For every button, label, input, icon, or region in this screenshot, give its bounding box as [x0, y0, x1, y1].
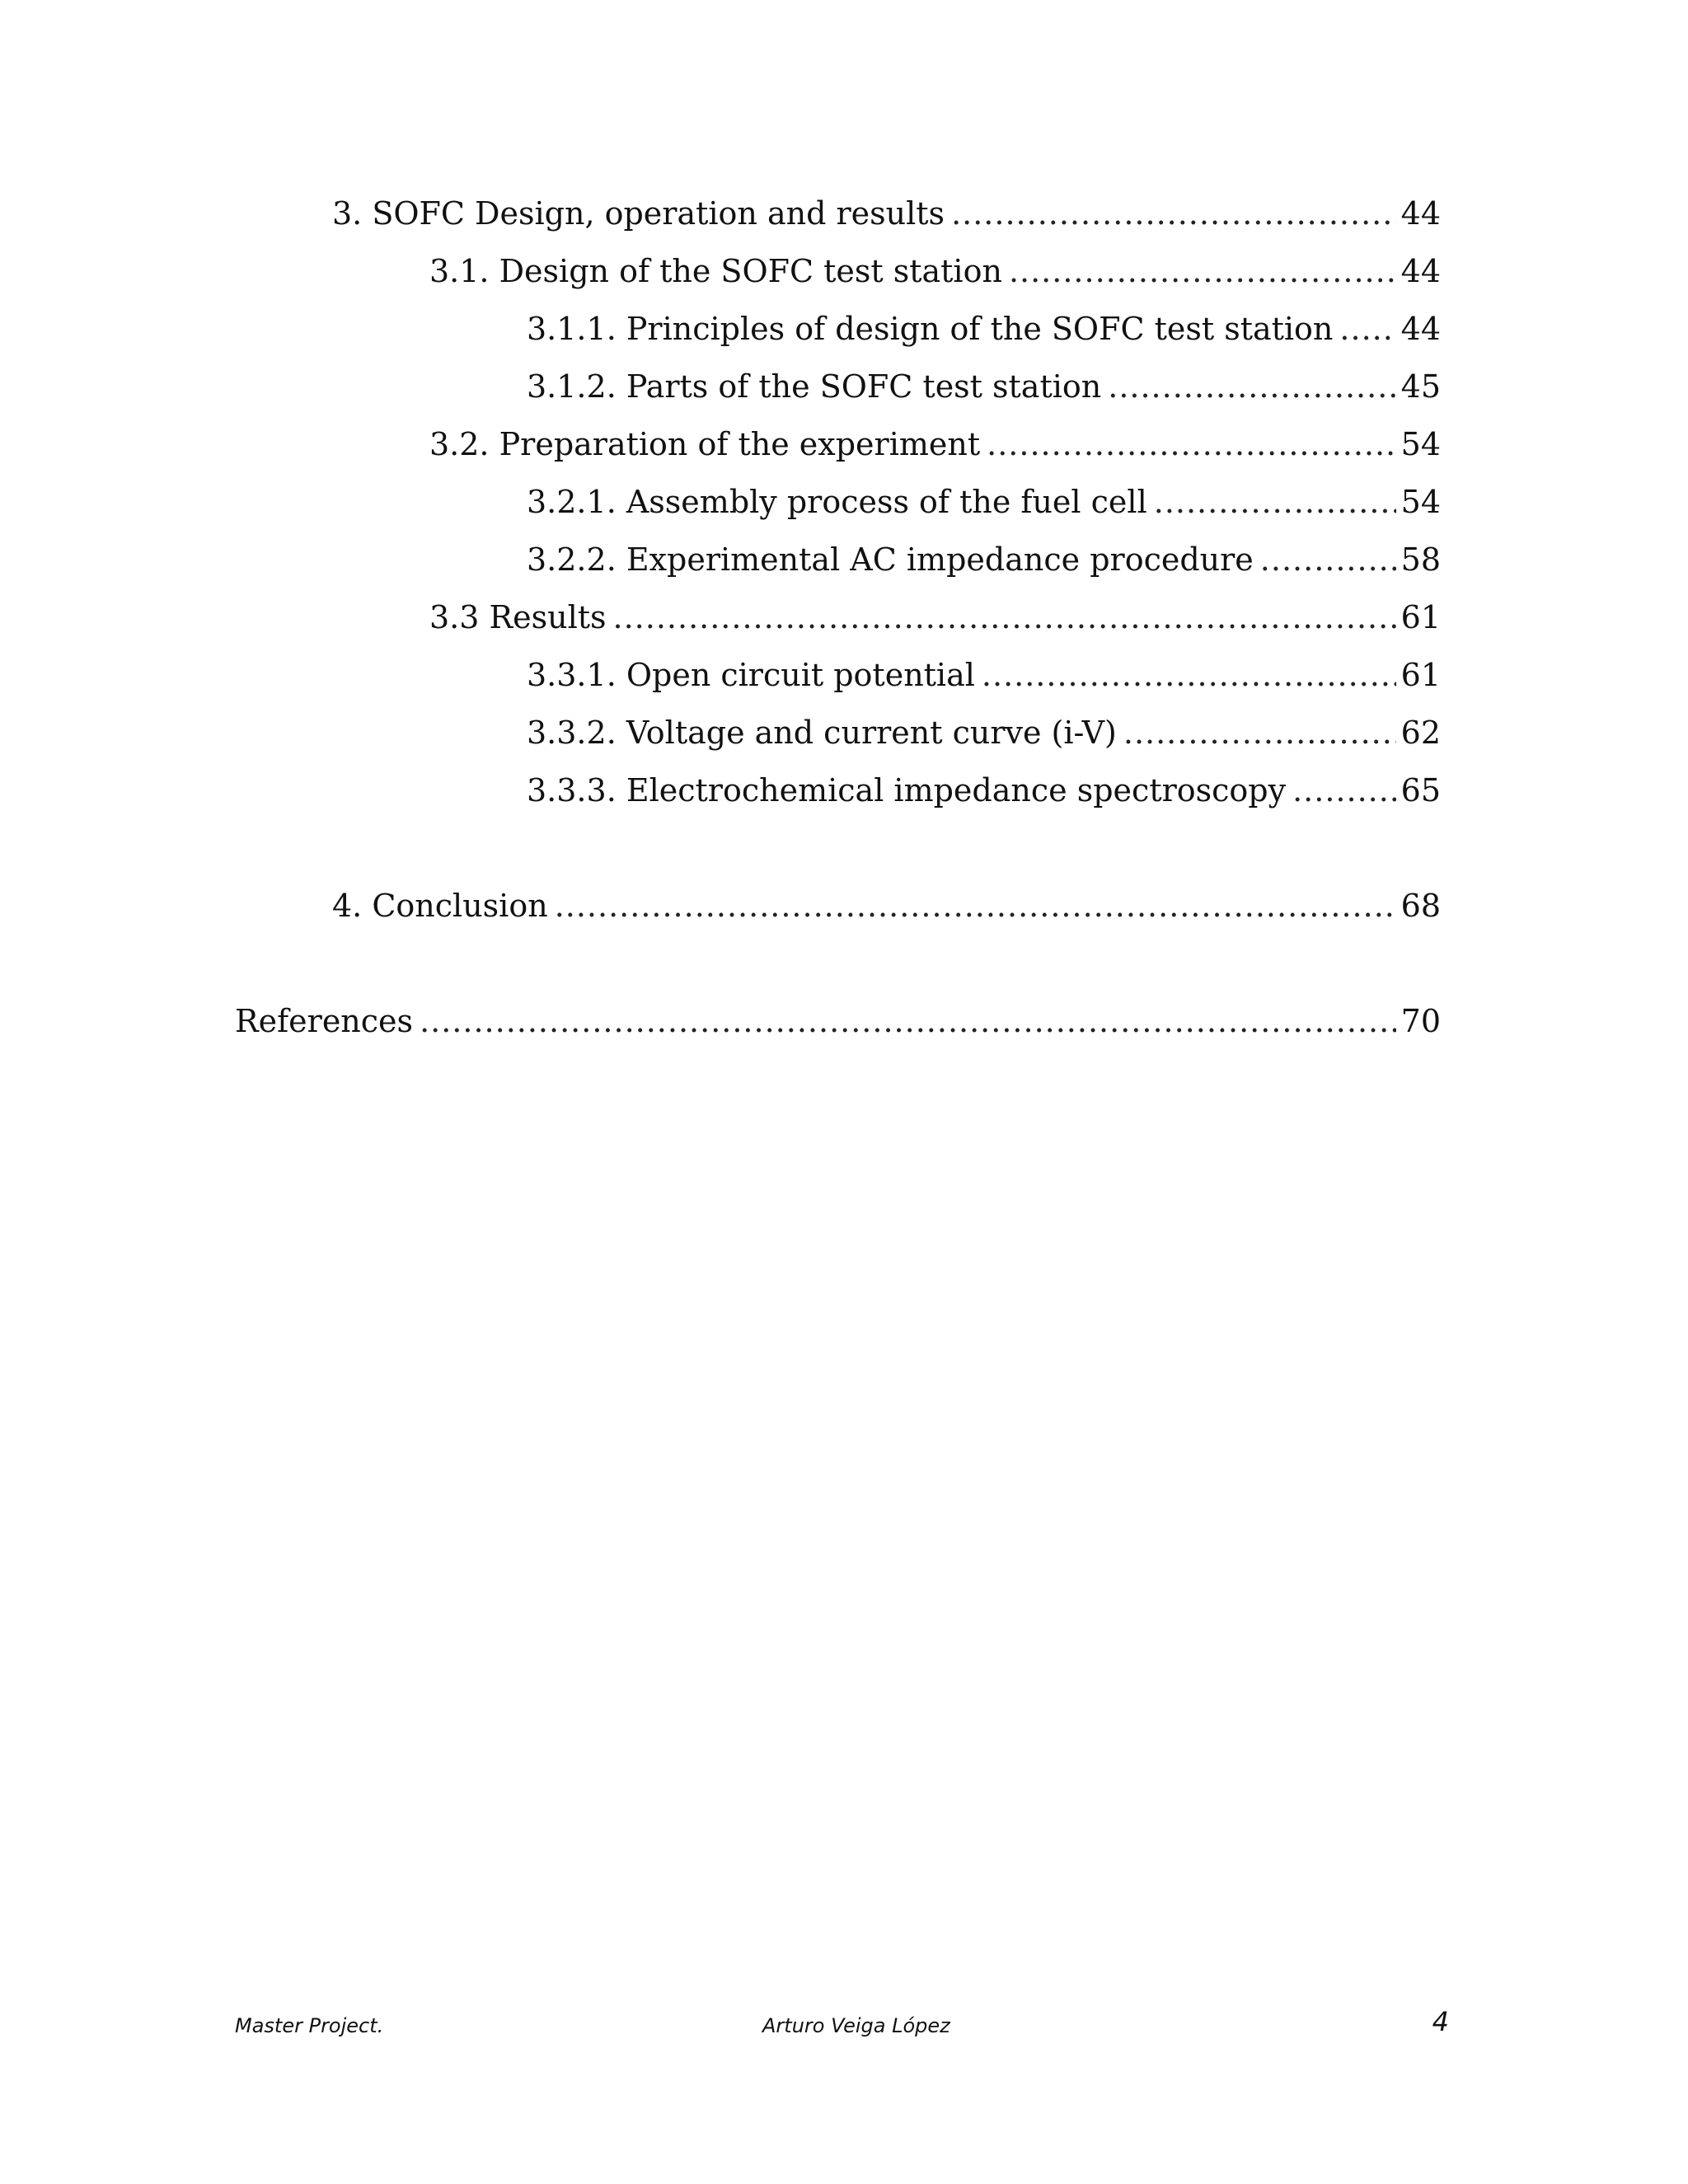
toc-dot-leader	[987, 419, 1396, 469]
toc-entry-page: 44	[1400, 253, 1441, 289]
toc-dot-leader	[982, 650, 1396, 700]
toc-entry-page: 44	[1400, 311, 1441, 347]
toc-entry-page: 45	[1400, 368, 1441, 405]
toc-entry-title: 3.3.1. Open circuit potential	[527, 657, 975, 693]
footer-project-label: Master Project.	[235, 2014, 384, 2037]
toc-entry-page: 70	[1400, 1003, 1441, 1039]
toc-entry-page: 62	[1400, 715, 1441, 751]
page-footer	[235, 2006, 1449, 2047]
toc-entry-3-1[interactable]	[429, 246, 1441, 296]
toc-entry-3-3-2[interactable]	[527, 708, 1441, 757]
toc-entry-3-1-2[interactable]	[527, 362, 1441, 411]
toc-dot-leader	[420, 996, 1396, 1046]
toc-entry-title: 3. SOFC Design, operation and results	[332, 195, 945, 232]
toc-entry-title: 4. Conclusion	[332, 888, 548, 924]
toc-dot-leader	[613, 593, 1396, 642]
toc-entry-page: 65	[1400, 772, 1441, 808]
toc-entry-title: 3.1.1. Principles of design of the SOFC test station	[527, 311, 1334, 347]
toc-entry-title: 3.3.3. Electrochemical impedance spectroscopy	[527, 772, 1287, 808]
toc-entry-chapter-3[interactable]	[332, 189, 1441, 238]
toc-entry-references[interactable]	[235, 996, 1441, 1046]
toc-entry-title: 3.2.2. Experimental AC impedance procedure	[527, 541, 1254, 578]
toc-entry-title: 3.3 Results	[429, 599, 607, 635]
toc-entry-chapter-4[interactable]	[332, 881, 1441, 930]
toc-dot-leader	[1108, 362, 1395, 411]
toc-entry-page: 44	[1400, 195, 1441, 232]
toc-entry-3-3[interactable]	[429, 593, 1441, 642]
toc-entry-page: 54	[1400, 484, 1441, 520]
footer-author: Arturo Veiga López	[762, 2014, 950, 2037]
toc-entry-title: 3.1.2. Parts of the SOFC test station	[527, 368, 1102, 405]
toc-entry-page: 54	[1400, 426, 1441, 462]
toc-dot-leader	[555, 881, 1396, 930]
toc-dot-leader	[1123, 708, 1396, 757]
toc-entry-title: 3.2.1. Assembly process of the fuel cell	[527, 484, 1147, 520]
toc-dot-leader	[1339, 304, 1395, 354]
toc-entry-3-2-2[interactable]	[527, 535, 1441, 584]
toc-dot-leader	[1154, 477, 1396, 527]
toc-entry-title: 3.1. Design of the SOFC test station	[429, 253, 1002, 289]
toc-entry-3-3-3[interactable]	[527, 766, 1441, 815]
toc-entry-title: References	[235, 1003, 414, 1039]
toc-entry-title: 3.2. Preparation of the experiment	[429, 426, 981, 462]
footer-page-number: 4	[1432, 2006, 1449, 2037]
toc-dot-leader	[1260, 535, 1396, 584]
toc-entry-page: 61	[1400, 657, 1441, 693]
toc-entry-3-1-1[interactable]	[527, 304, 1441, 354]
toc-entry-page: 68	[1400, 888, 1441, 924]
toc-entry-page: 58	[1400, 541, 1441, 578]
toc-entry-3-3-1[interactable]	[527, 650, 1441, 700]
toc-dot-leader	[951, 189, 1396, 238]
toc-entry-3-2[interactable]	[429, 419, 1441, 469]
toc-dot-leader	[1292, 766, 1396, 815]
toc-entry-3-2-1[interactable]	[527, 477, 1441, 527]
toc-entry-title: 3.3.2. Voltage and current curve (i-V)	[527, 715, 1117, 751]
toc-entry-page: 61	[1400, 599, 1441, 635]
toc-dot-leader	[1009, 246, 1396, 296]
